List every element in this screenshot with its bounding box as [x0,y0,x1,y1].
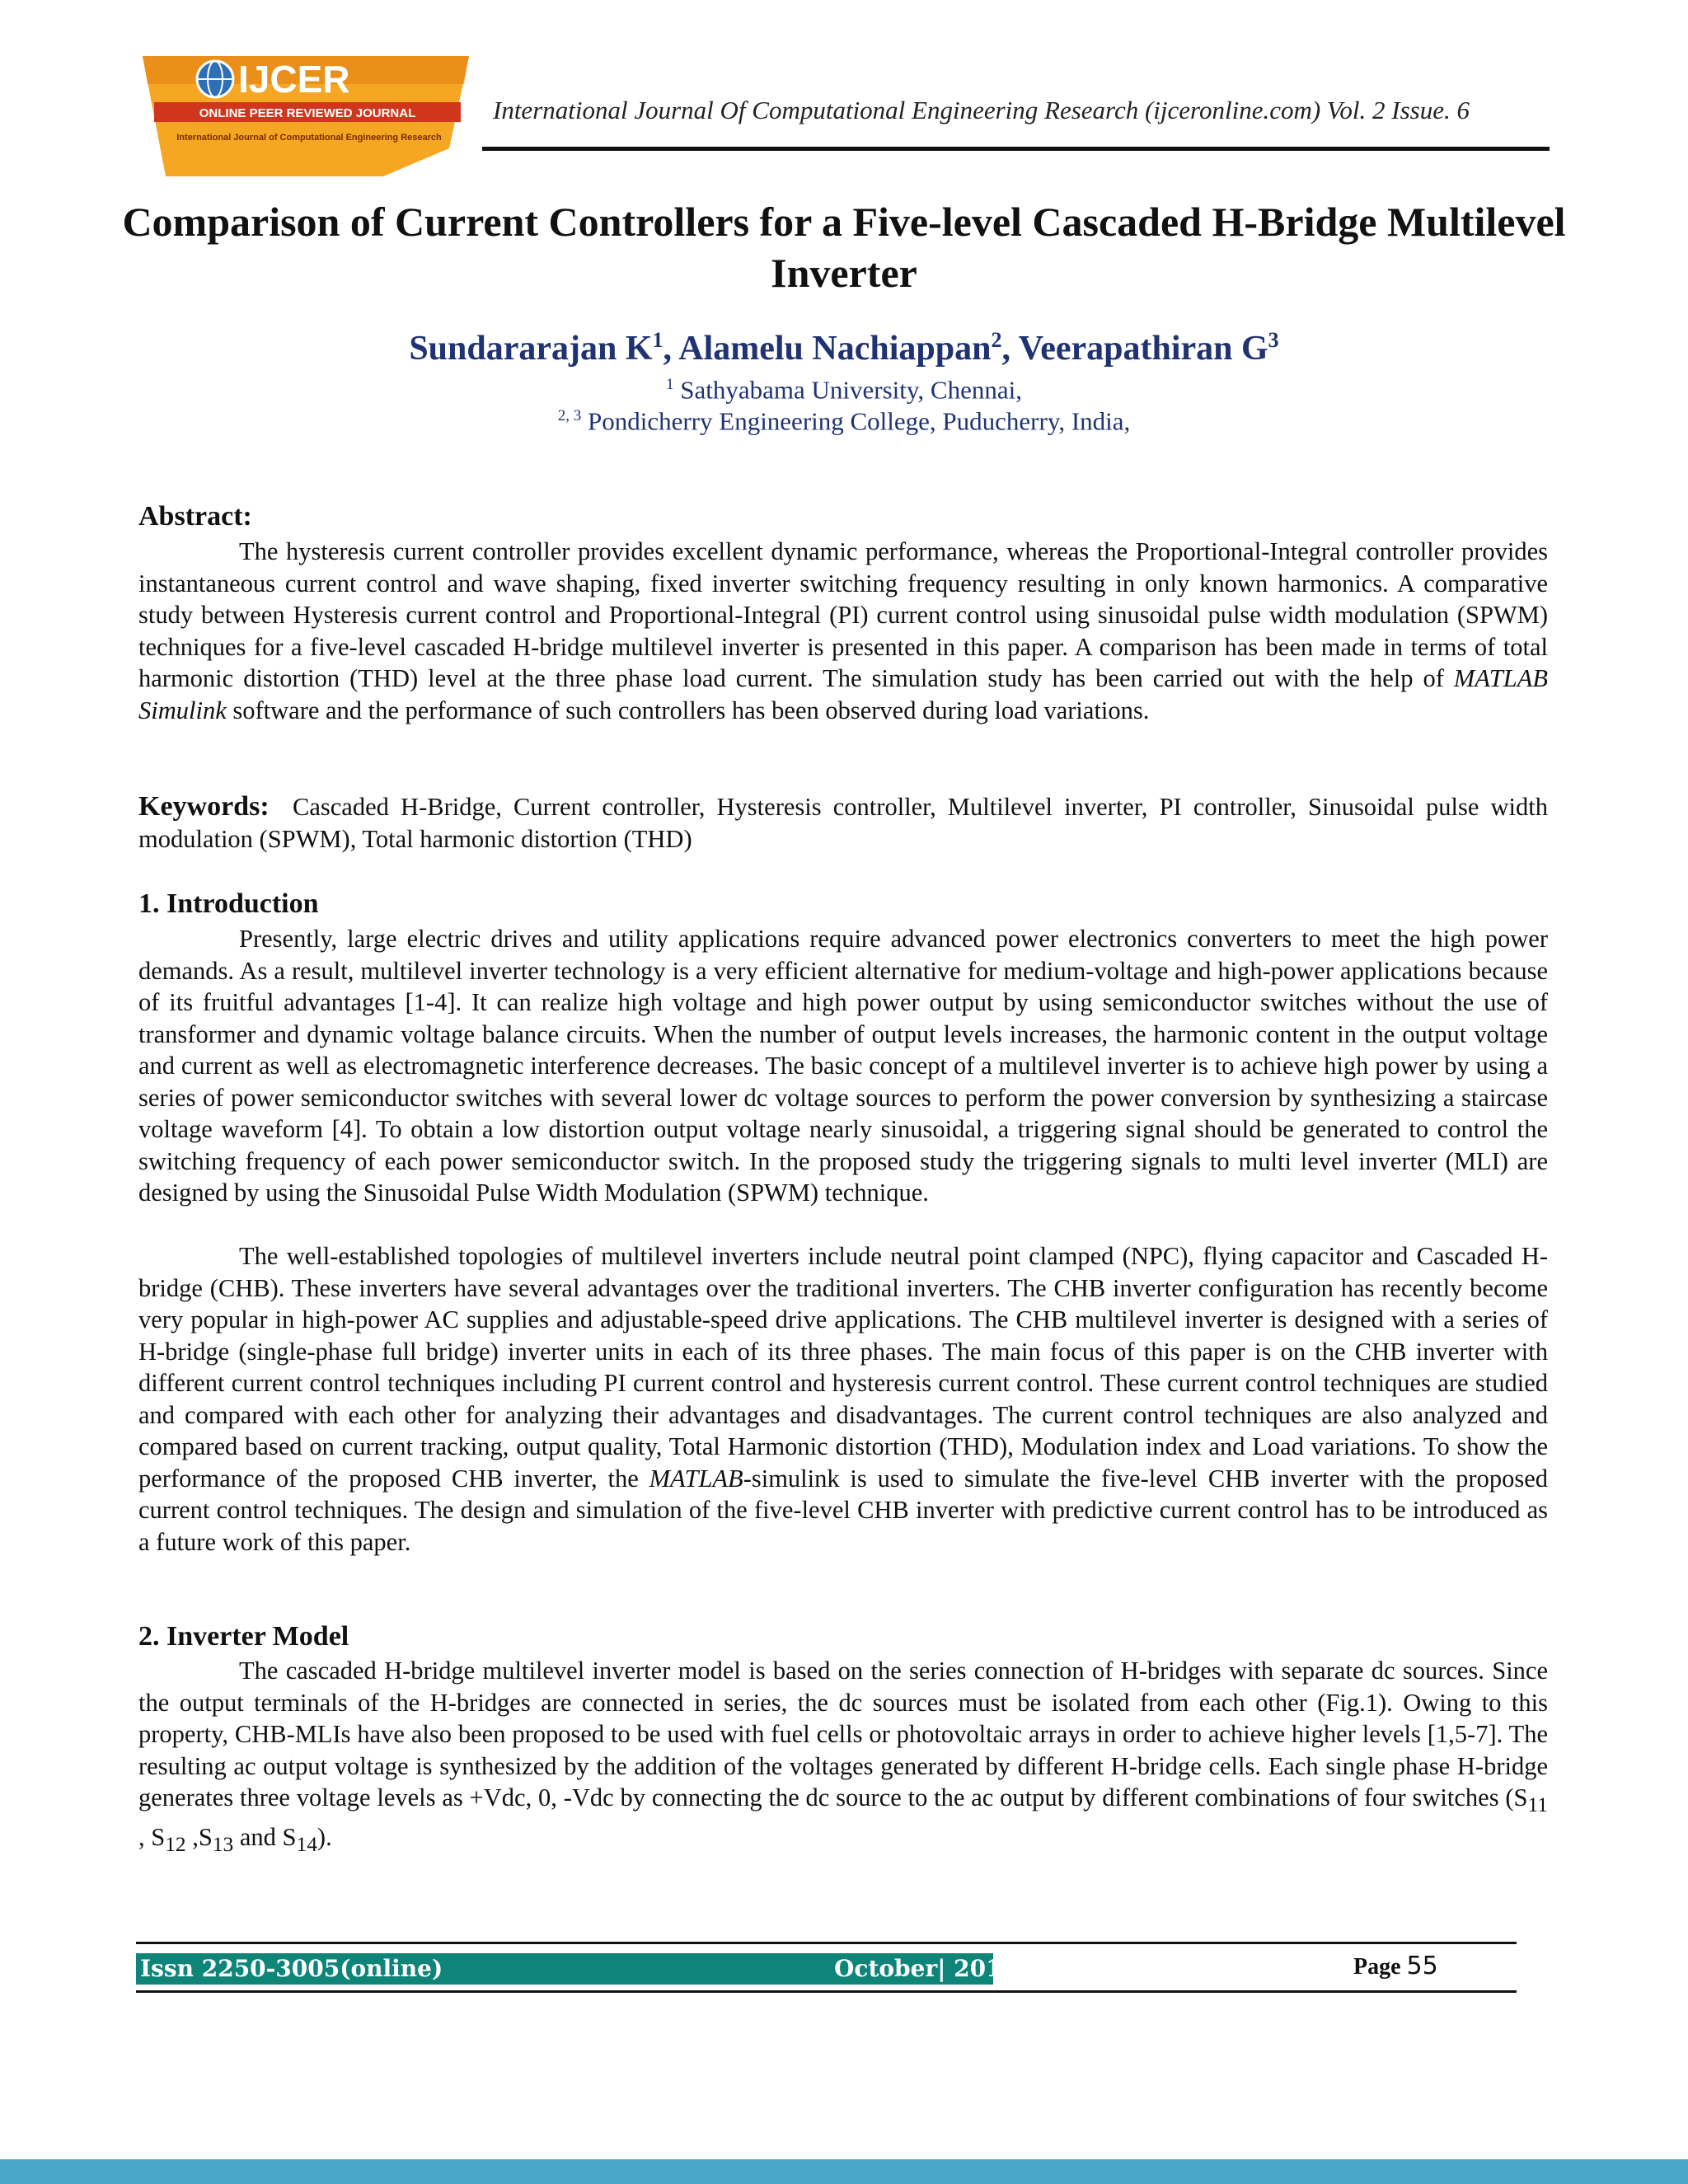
footer-rule-top [136,1942,1517,1944]
inverter-text: ,S [185,1822,213,1851]
affiliation-text: Sathyabama University, Chennai, [673,375,1022,405]
subscript: 14 [296,1832,317,1856]
subscript: 12 [165,1832,186,1856]
author-name: Alamelu Nachiappan [678,330,992,368]
keywords-text: Cascaded H-Bridge, Current controller, Hysteresis controller, Multilevel inverter, PI controller, Sinusoidal pulse width modulation (SPWM), Total harmonic distortion (THD) [138,793,1549,853]
journal-logo [136,51,476,183]
header-rule [482,147,1550,151]
logo-subtitle: International Journal of Computational Engineering Research [176,133,442,143]
affiliation-text: Pondicherry Engineering College, Puducherry, India, [581,406,1131,436]
inverter-model-heading: 2. Inverter Model [138,1621,349,1652]
author-affil-sup: 1 [652,328,663,352]
abstract-body [138,536,1548,726]
author-name: Sundararajan K [409,330,653,368]
affiliation-sup: 2, 3 [557,407,582,424]
intro-p2-italic: MATLAB [649,1464,743,1493]
paper-title: Comparison of Current Controllers for a Five-level Cascaded H-Bridge Multilevel Inverter [122,199,1566,296]
logo-tagline: ONLINE PEER REVIEWED JOURNAL [199,106,416,120]
affiliation-sup: 1 [666,376,674,393]
abstract-italic: MATLAB Simulink [138,664,1548,724]
author-affil-sup: 3 [1268,328,1279,352]
viewer-bottom-bar [0,2159,1688,2184]
page-label: Page [1353,1954,1401,1980]
inverter-text: ). [316,1822,332,1851]
keywords-label: Keywords: [138,791,270,822]
footer-issn: Issn 2250-3005(online) [140,1955,443,1982]
author-list [99,320,1589,369]
footer-date: October| 2012 [834,1955,1019,1982]
introduction-heading: 1. Introduction [138,888,319,919]
running-head: International Journal Of Computational Engineering Research (ijceronline.com) Vol. 2 Issue. 6 [493,96,1470,124]
abstract-text-end: software and the performance of such controllers has been observed during load variations. [226,696,1150,724]
author-separator: , [1001,330,1019,368]
affiliation-2 [99,401,1589,437]
logo-brand: IJCER [238,58,350,101]
author-affil-sup: 2 [991,328,1002,352]
intro-p2-text: The well-established topologies of multilevel inverters include neutral point clamped (NPC), flying capacitor and Cascaded H-bridge (CHB). These inverters have several advantages over the traditional inverters. The CHB inverter configuration has recently become very popular in high-power AC supplies and adjustable-speed drive applications. The CHB multilevel inverter is designed with a series of H-bridge (single-phase full bridge) inverter units in each of its three phases. The main focus of this paper is on the CHB inverter with different current control techniques including PI current control and hysteresis current control. These current control techniques are studied and compared with each other for analyzing their advantages and disadvantages. The current control techniques are also analyzed and compared based on current tracking, output quality, Total Harmonic distortion (THD), Modulation index and Load variations. To show the performance of the proposed CHB inverter, the [138,1242,1548,1493]
introduction-paragraph-1: Presently, large electric drives and utility applications require advanced power electronics converters to meet the high power demands. As a result, multilevel inverter technology is a very efficient alternative for medium-voltage and high-power applications because of its fruitful advantages [1-4]. It can realize high voltage and high power output by using semiconductor switches without the use of transformer and dynamic voltage balance circuits. When the number of output levels increases, the harmonic content in the output voltage and current as well as electromagnetic interference decreases. The basic concept of a multilevel inverter is to achieve high power by using a series of power semiconductor switches with several lower dc voltage sources to perform the power conversion by synthesizing a staircase voltage waveform [4]. To obtain a low distortion output voltage nearly sinusoidal, a triggering signal should be generated to control the switching frequency of each power semiconductor switch. In the proposed study the triggering signals to multi level inverter (MLI) are designed by using the Sinusoidal Pulse Width Modulation (SPWM) technique. [138,925,1548,1207]
introduction-paragraph-2 [138,1240,1548,1558]
footer-page [1353,1952,1438,1980]
intro-p2-text-end: -simulink is used to simulate the five-level CHB inverter with the proposed current control techniques. The design and simulation of the five-level CHB inverter with predictive current control has to be introduced as a future work of this paper. [138,1464,1548,1556]
subscript: 13 [212,1832,234,1856]
abstract-text: The hysteresis current controller provides excellent dynamic performance, whereas the Proportional-Integral controller provides instantaneous current control and wave shaping, fixed inverter switching frequency resulting in only known harmonics. A comparative study between Hysteresis current control and Proportional-Integral (PI) current control using sinusoidal pulse width modulation (SPWM) techniques for a five-level cascaded H-bridge multilevel inverter is presented in this paper. A comparison has been made in terms of total harmonic distortion (THD) level at the three phase load current. The simulation study has been carried out with the help of [138,537,1548,692]
author-name: Veerapathiran G [1018,330,1268,368]
subscript: 11 [1527,1793,1548,1817]
inverter-text: , S [138,1822,166,1851]
page-number: 55 [1406,1952,1438,1980]
footer-rule-bottom [136,1990,1517,1993]
author-separator: , [663,330,679,368]
inverter-text: The cascaded H-bridge multilevel inverter model is based on the series connection of H-bridges with separate dc sources. Since the output terminals of the H-bridges are connected in series, the dc sources must be isolated from each other (Fig.1). Owing to this property, CHB-MLIs have also been proposed to be used with fuel cells or photovoltaic arrays in order to achieve higher levels [1,5-7]. The resulting ac output voltage is synthesized by the addition of the voltages generated by different H-bridge cells. Each single phase H-bridge generates three voltage levels as +Vdc, 0, -Vdc by connecting the dc source to the ac output by different combinations of four switches (S [138,1657,1548,1811]
keywords [138,791,1548,855]
abstract-heading: Abstract: [138,501,252,532]
inverter-model-paragraph [138,1655,1548,1860]
inverter-text: and S [233,1822,297,1851]
